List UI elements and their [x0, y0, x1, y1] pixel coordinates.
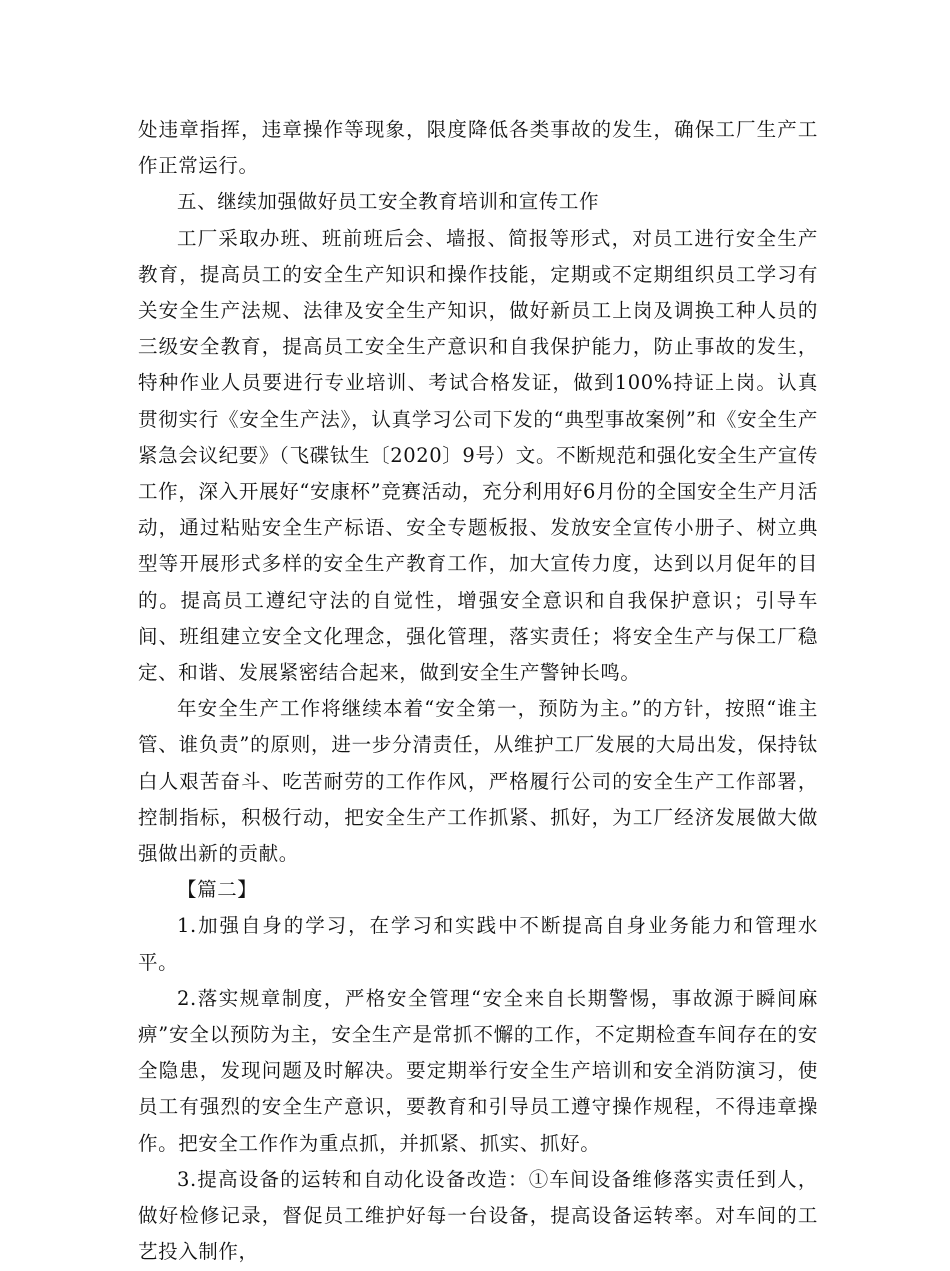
document-body: [138, 112, 818, 1271]
list-item-3: 3.提高设备的运转和自动化设备改造：①车间设备维修落实责任到人，做好检修记录，督促员工维护好每一台设备，提高设备运转率。对车间的工艺投入制作，: [138, 1167, 818, 1264]
section-heading-five: 五、继续加强做好员工安全教育培训和宣传工作: [177, 190, 600, 214]
list-item-1: 1.加强自身的学习，在学习和实践中不断提高自身业务能力和管理水平。: [138, 914, 818, 974]
list-item-2: 2.落实规章制度，严格安全管理“安全来自长期警惕，事故源于瞬间麻痹”安全以预防为主，安全生产是常抓不懈的工作，不定期检查车间存在的安全隐患，发现问题及时解决。要定期举行安全生产培训和安全消防演习，使员工有强烈的安全生产意识，要教育和引导员工遵守操作规程，不得违章操作。把安全工作作为重点抓，并抓紧、抓实、抓好。: [138, 986, 818, 1155]
paragraph-continuation: 处违章指挥，违章操作等现象，限度降低各类事故的发生，确保工厂生产工作正常运行。: [138, 118, 818, 178]
paragraph-annual-work: 年安全生产工作将继续本着“安全第一，预防为主。”的方针，按照“谁主管、谁负责”的原则，进一步分清责任，从维护工厂发展的大局出发，保持钛白人艰苦奋斗、吃苦耐劳的工作作风，严格履行公司的安全生产工作部署，控制指标，积极行动，把安全生产工作抓紧、抓好，为工厂经济发展做大做强做出新的贡献。: [138, 697, 818, 866]
paragraph-safety-education: 工厂采取办班、班前班后会、墙报、简报等形式，对员工进行安全生产教育，提高员工的安全生产知识和操作技能，定期或不定期组织员工学习有关安全生产法规、法律及安全生产知识，做好新员工上岗及调换工种人员的三级安全教育，提高员工安全生产意识和自我保护能力，防止事故的发生，特种作业人员要进行专业培训、考试合格发证，做到100%持证上岗。认真贯彻实行《安全生产法》，认真学习公司下发的“典型事故案例”和《安全生产紧急会议纪要》（飞碟钛生〔2020〕9号）文。不断规范和强化安全生产宣传工作，深入开展好“安康杯”竞赛活动，充分利用好6月份的全国安全生产月活动，通过粘贴安全生产标语、安全专题板报、发放安全宣传小册子、树立典型等开展形式多样的安全生产教育工作，加大宣传力度，达到以月促年的目的。提高员工遵纪守法的自觉性，增强安全意识和自我保护意识；引导车间、班组建立安全文化理念，强化管理，落实责任；将安全生产与保工厂稳定、和谐、发展紧密结合起来，做到安全生产警钟长鸣。: [138, 226, 818, 685]
part-heading-two: 【篇二】: [177, 878, 258, 902]
